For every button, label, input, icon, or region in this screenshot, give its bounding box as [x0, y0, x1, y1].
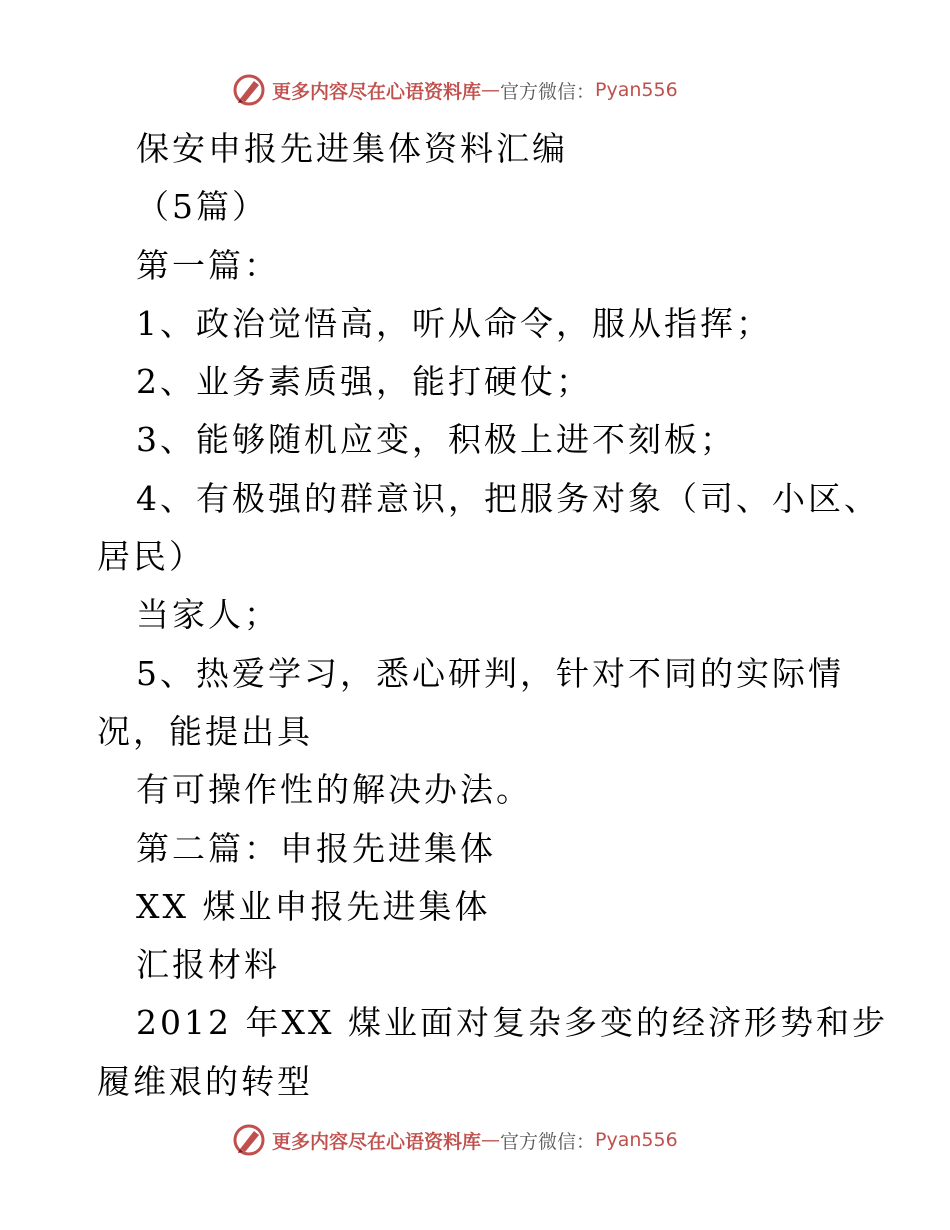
watermark-dash: —	[481, 1129, 501, 1151]
text-line: XX 煤业申报先进集体	[136, 886, 491, 926]
text-line: 汇报材料	[136, 945, 280, 985]
text-line: 第二篇：申报先进集体	[136, 828, 496, 868]
watermark-main-text: 更多内容尽在心语资料库	[272, 80, 482, 103]
text-line: 居民）	[97, 537, 205, 577]
document-body	[97, 120, 888, 1111]
header-watermark	[232, 72, 678, 108]
text-line: 2、业务素质强，能打硬仗；	[136, 362, 592, 402]
text-line: 3、能够随机应变，积极上进不刻板；	[136, 420, 736, 460]
watermark-wechat-id: Pyan556	[595, 79, 678, 101]
text-line: 2012 年XX 煤业面对复杂多变的经济形势和步	[136, 1003, 888, 1043]
pen-logo-icon	[232, 73, 266, 107]
text-line: 4、有极强的群意识，把服务对象（司、小区、	[136, 478, 880, 518]
pen-logo-icon	[232, 1123, 266, 1157]
text-line: 履维艰的转型	[97, 1061, 313, 1101]
watermark-wechat-id: Pyan556	[595, 1129, 678, 1151]
text-line: 保安申报先进集体资料汇编	[136, 129, 568, 168]
watermark-dash: —	[481, 79, 501, 101]
text-line: 第一篇：	[136, 245, 280, 285]
text-line: 1、政治觉悟高，听从命令，服从指挥；	[136, 303, 772, 343]
text-line: 有可操作性的解决办法。	[136, 770, 532, 810]
footer-watermark	[232, 1122, 678, 1158]
watermark-sub-text: 官方微信：	[500, 80, 596, 103]
text-line: 况，能提出具	[97, 711, 313, 751]
watermark-sub-text: 官方微信：	[500, 1130, 596, 1153]
text-line: 5、热爱学习，悉心研判，针对不同的实际情	[136, 653, 844, 693]
text-line: （5篇）	[136, 187, 268, 227]
watermark-main-text: 更多内容尽在心语资料库	[272, 1130, 482, 1153]
text-line: 当家人；	[136, 595, 280, 635]
